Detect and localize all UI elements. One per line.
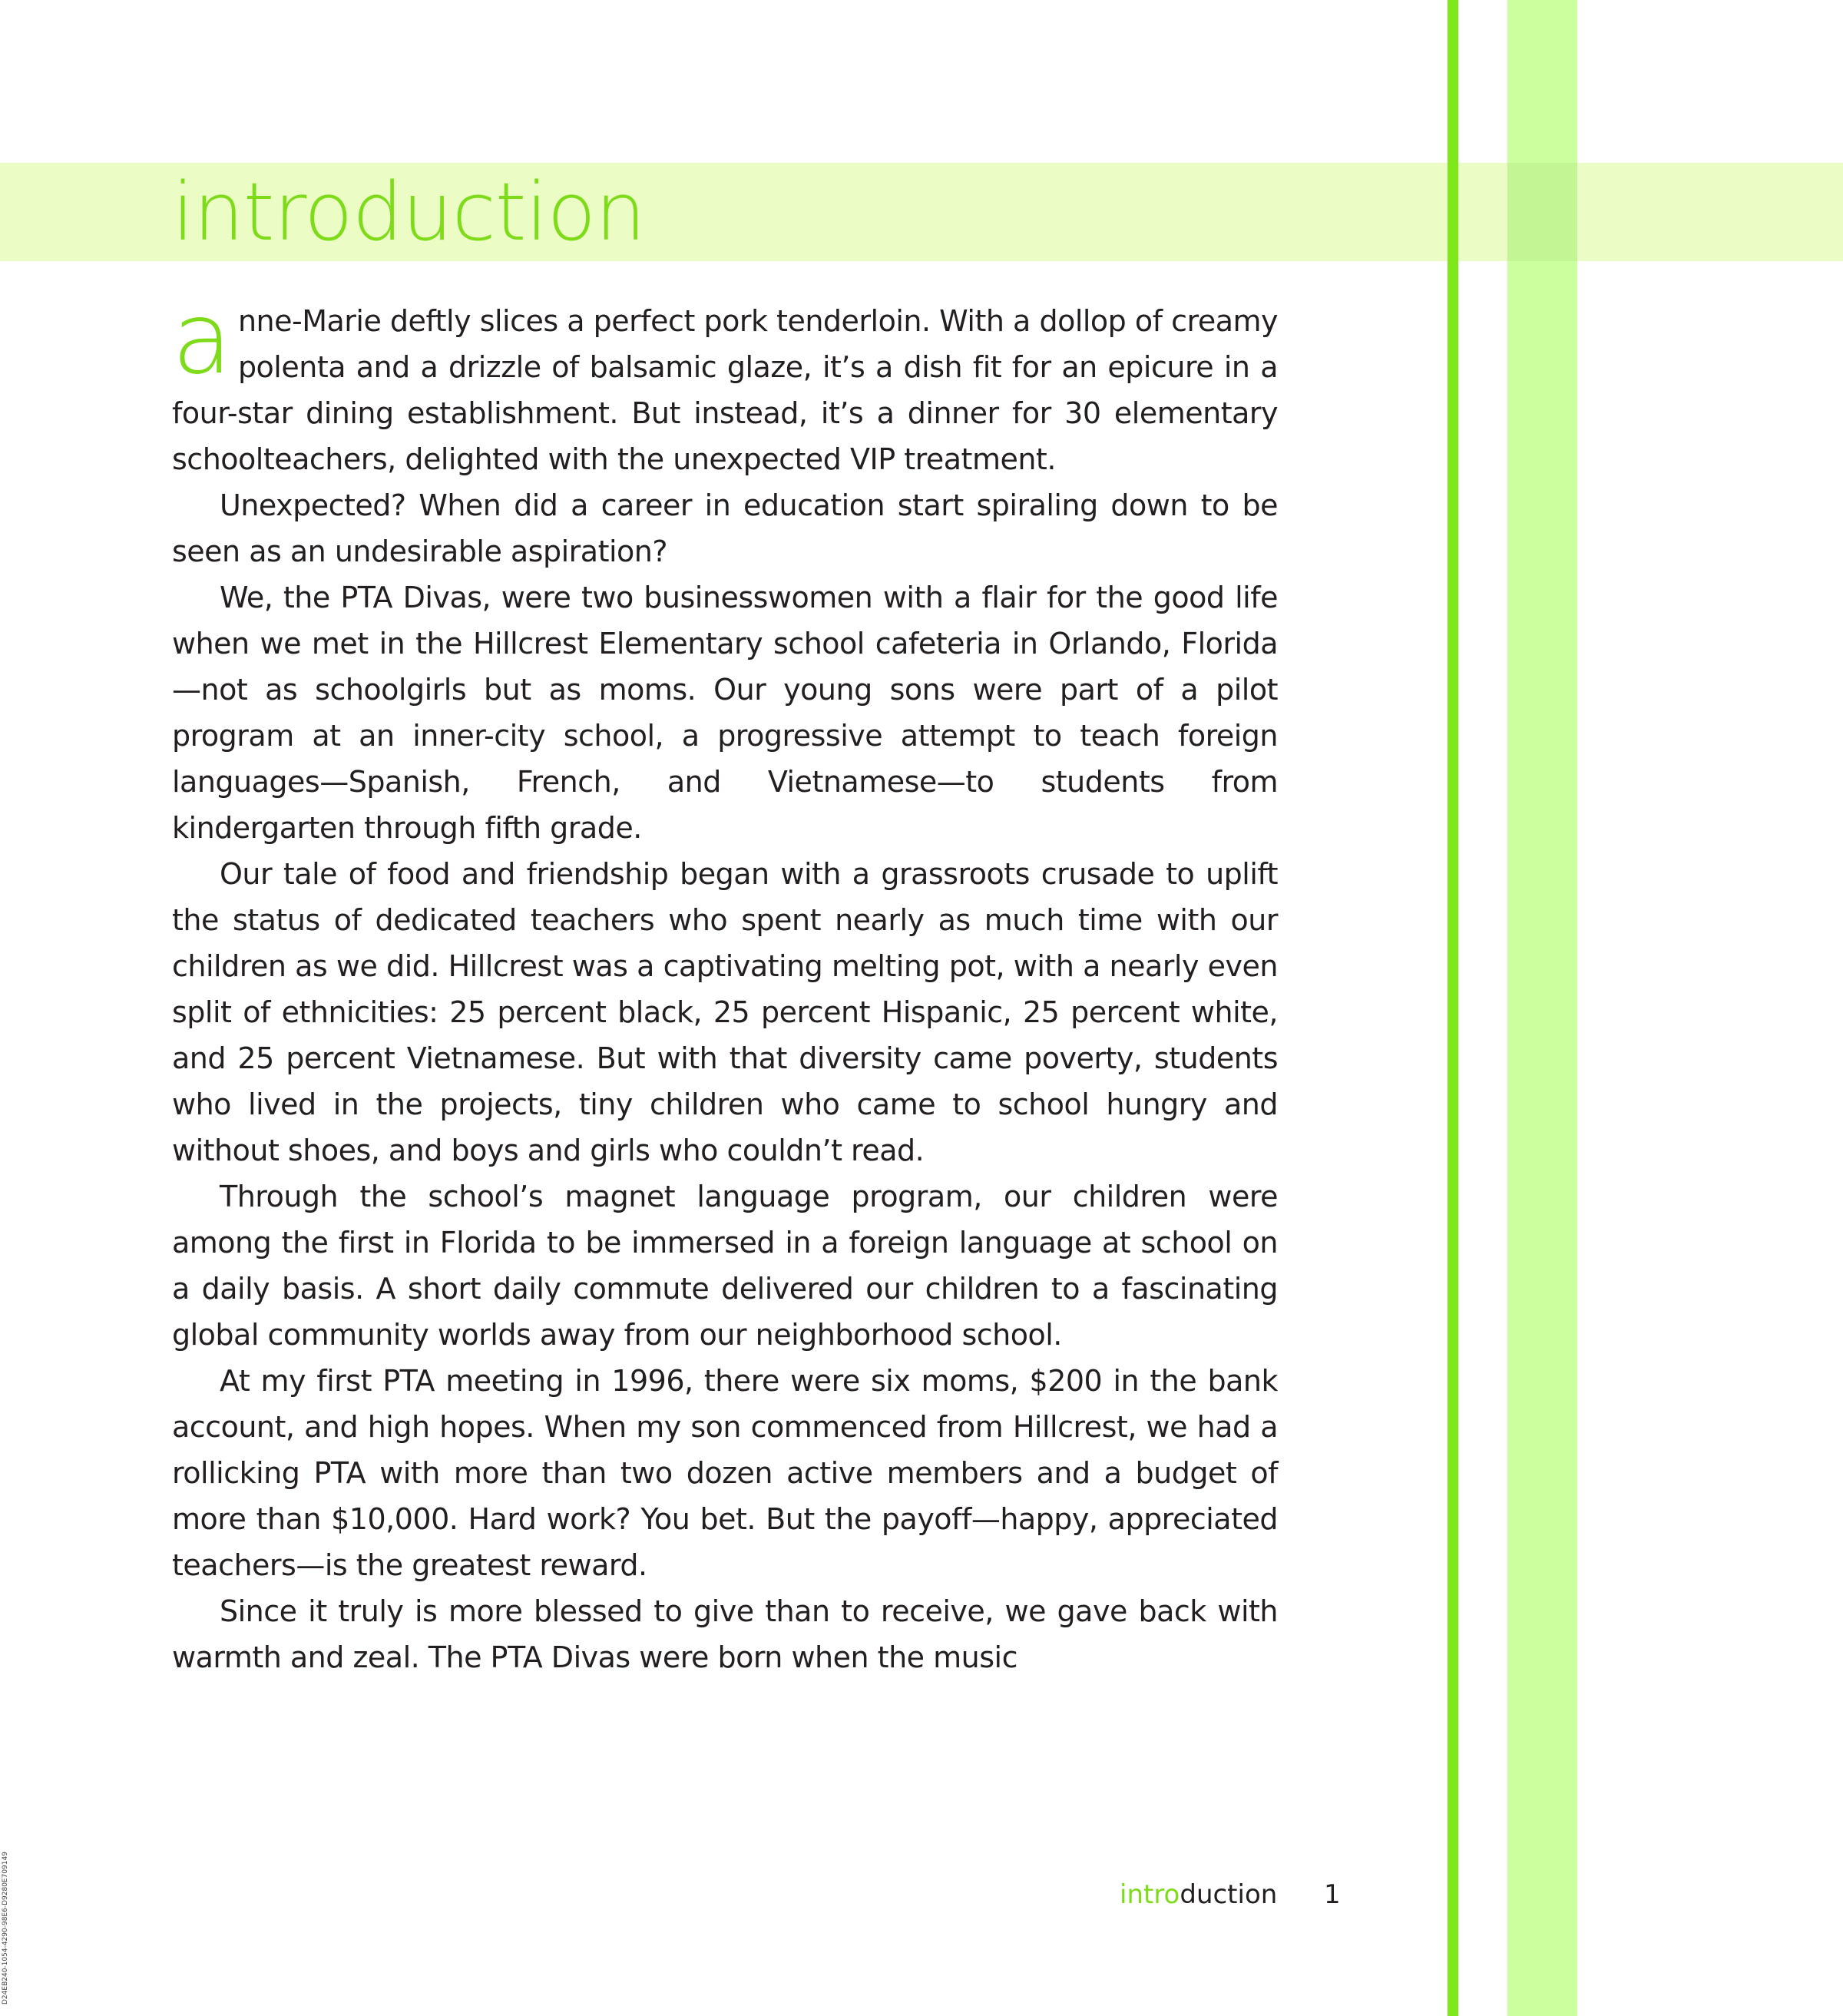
- page-title: introduction: [172, 165, 646, 259]
- side-stripe-overlap: [1507, 163, 1577, 261]
- running-head-rest: duction: [1180, 1879, 1278, 1910]
- paragraph-1: [172, 282, 1278, 482]
- margin-code: D24EB240-1054-4290-98E6-D9280E709149: [2, 1852, 9, 2004]
- page-number: 1: [1324, 1879, 1341, 1910]
- drop-cap: a: [172, 282, 232, 396]
- paragraph-7: Since it truly is more blessed to give than to receive, we gave back with warmth and zeal. The PTA Divas were born when the music: [172, 1594, 1278, 1674]
- paragraph-4: Our tale of food and friendship began with a grassroots crusade to uplift the status of dedicated teachers who spent nearly as much time with our children as we did. Hillcrest was a captivating melting pot, with a nearly even split of ethnicities: 25 percent black, 25 percent Hispanic, 25 percent white, and 25 percent Vietnamese. But with that diversity came poverty, students who lived in the projects, tiny children who came to school hungry and without shoes, and boys and girls who couldn’t read.: [172, 857, 1278, 1167]
- running-head-accent: intro: [1120, 1879, 1180, 1910]
- paragraph-3: We, the PTA Divas, were two businesswomen with a flair for the good life when we met in the Hillcrest Elementary school cafeteria in Orlando, Florida—not as schoolgirls but as moms. Our young sons were part of a pilot program at an inner-city school, a progressive attempt to teach foreign languages—Spanish, French, and Vietnamese—to students from kindergarten through fifth grade.: [172, 581, 1278, 845]
- body-text: [172, 282, 1278, 1680]
- running-footer: [1120, 1875, 1277, 1914]
- side-stripe: [1507, 0, 1577, 2016]
- paragraph-1-text: nne-Marie deftly slices a perfect pork tenderloin. With a dollop of creamy polenta and a drizzle of balsamic glaze, it’s a dish fit for an epicure in a four-star dining establishment. But instead, it’s a dinner for 30 elementary schoolteachers, delighted with the unexpected VIP treatment.: [172, 304, 1278, 476]
- paragraph-5: Through the school’s magnet language program, our children were among the first in Florida to be immersed in a foreign language at school on a daily basis. A short daily commute delivered our children to a fascinating global community worlds away from our neighborhood school.: [172, 1180, 1278, 1352]
- paragraph-2: Unexpected? When did a career in education start spiraling down to be seen as an undesirable aspiration?: [172, 488, 1278, 568]
- vertical-green-rule: [1448, 0, 1458, 2016]
- paragraph-6: At my first PTA meeting in 1996, there were six moms, $200 in the bank account, and high hopes. When my son commenced from Hillcrest, we had a rollicking PTA with more than two dozen active members and a budget of more than $10,000. Hard work? You bet. But the payoff—happy, appreciated teachers—is the greatest reward.: [172, 1364, 1278, 1582]
